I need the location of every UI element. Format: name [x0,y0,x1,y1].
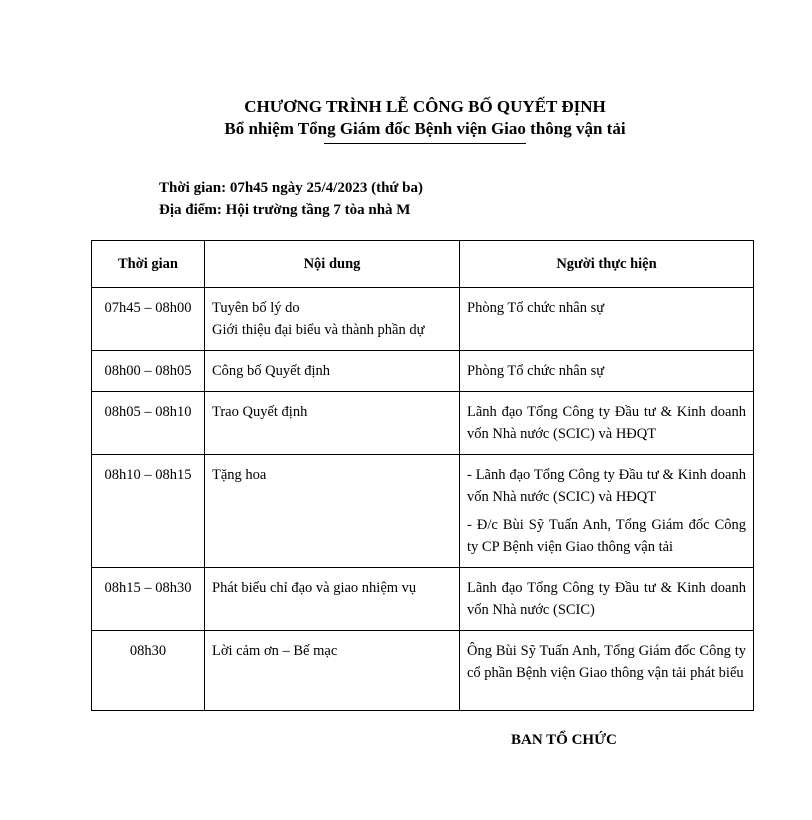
row-time: 08h05 – 08h10 [92,392,205,455]
content-line: Trao Quyết định [212,404,308,420]
row-time: 08h10 – 08h15 [92,455,205,568]
table-row [92,351,754,392]
row-performer [460,631,754,711]
performer-line: Lãnh đạo Tổng Công ty Đầu tư & Kinh doanh vốn Nhà nước (SCIC) và HĐQT [467,404,746,442]
performer-line: Phòng Tổ chức nhân sự [467,363,605,379]
performer-line: Ông Bùi Sỹ Tuấn Anh, Tổng Giám đốc Công ty cổ phần Bệnh viện Giao thông vận tải phát biểu [467,643,746,681]
row-time: 08h15 – 08h30 [92,568,205,631]
content-line: Giới thiệu đại biểu và thành phần dự [212,322,425,338]
table-row [92,288,754,351]
content-line: Tặng hoa [212,467,267,483]
row-content [205,568,460,631]
row-content [205,288,460,351]
row-content [205,631,460,711]
row-content [205,392,460,455]
row-time: 07h45 – 08h00 [92,288,205,351]
content-line: Tuyên bố lý do [212,300,300,316]
table-header-row [92,241,754,288]
performer-line: Lãnh đạo Tổng Công ty Đầu tư & Kinh doanh vốn Nhà nước (SCIC) [467,580,746,618]
organizer-signature: BAN TỔ CHỨC [511,732,617,748]
header-performer: Người thực hiện [460,241,754,288]
document-subtitle: Bổ nhiệm Tổng Giám đốc Bệnh viện Giao thông vận tải [224,119,626,138]
event-time: Thời gian: 07h45 ngày 25/4/2023 (thứ ba) [159,180,424,196]
schedule-table [91,240,754,711]
content-line: Phát biểu chỉ đạo và giao nhiệm vụ [212,580,417,596]
header-time: Thời gian [92,241,205,288]
performer-line: - Đ/c Bùi Sỹ Tuấn Anh, Tổng Giám đốc Công ty CP Bệnh viện Giao thông vận tải [467,517,746,555]
row-performer [460,568,754,631]
performer-line: - Lãnh đạo Tổng Công ty Đầu tư & Kinh doanh vốn Nhà nước (SCIC) và HĐQT [467,467,746,505]
row-performer [460,455,754,568]
table-row [92,568,754,631]
table-row [92,631,754,711]
row-performer [460,288,754,351]
event-location: Địa điểm: Hội trường tầng 7 tòa nhà M [159,202,411,218]
performer-line: Phòng Tổ chức nhân sự [467,300,605,316]
row-performer [460,392,754,455]
row-time: 08h30 [92,631,205,711]
content-line: Công bố Quyết định [212,363,331,379]
row-performer [460,351,754,392]
title-underline-divider [324,143,526,144]
document-title: CHƯƠNG TRÌNH LỄ CÔNG BỐ QUYẾT ĐỊNH [244,97,606,116]
table-row [92,392,754,455]
header-content: Nội dung [205,241,460,288]
row-content [205,455,460,568]
row-content [205,351,460,392]
content-line: Lời cảm ơn – Bế mạc [212,643,338,659]
table-row [92,455,754,568]
row-time: 08h00 – 08h05 [92,351,205,392]
